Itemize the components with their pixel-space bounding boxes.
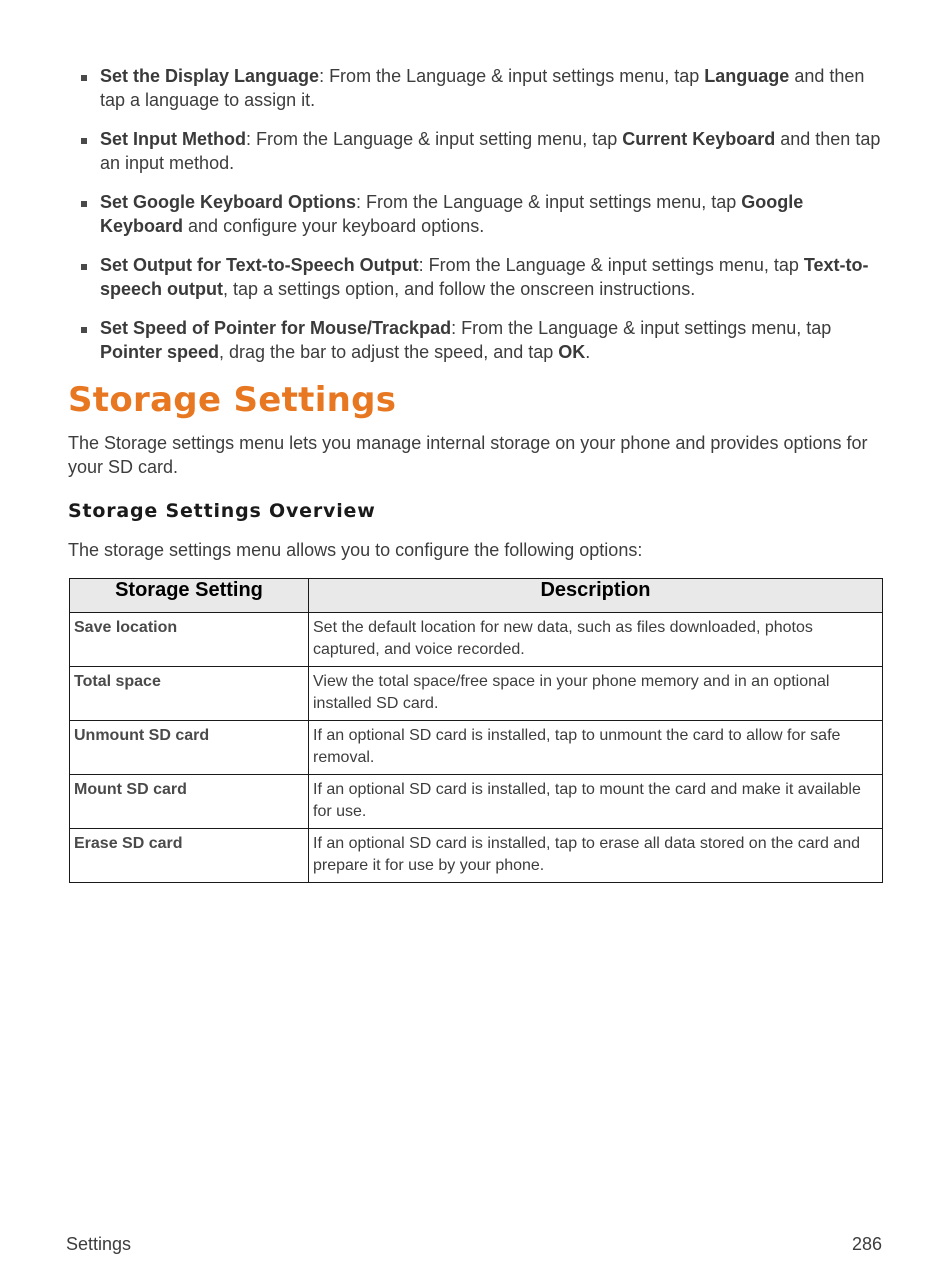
bullet-text-to-speech: Set Output for Text-to-Speech Output: From the Language & input settings menu, tap Text-to-speech output, tap a settings option, and follow the onscreen instructions. bbox=[78, 253, 888, 301]
table-row bbox=[70, 721, 883, 775]
bullet-square-icon bbox=[81, 264, 87, 270]
storage-settings-table bbox=[69, 578, 883, 883]
bullet-square-icon bbox=[81, 201, 87, 207]
header-storage-setting: Storage Setting bbox=[70, 579, 309, 613]
bullet-pointer-speed: Set Speed of Pointer for Mouse/Trackpad: From the Language & input settings menu, tap Pointer speed, drag the bar to adjust the speed, and tap OK. bbox=[78, 316, 888, 364]
setting-description: If an optional SD card is installed, tap to erase all data stored on the card and prepare it for use by your phone. bbox=[309, 829, 883, 883]
setting-name: Mount SD card bbox=[70, 775, 309, 829]
setting-name: Unmount SD card bbox=[70, 721, 309, 775]
setting-name: Total space bbox=[70, 667, 309, 721]
table-header-row bbox=[70, 579, 883, 613]
setting-description: If an optional SD card is installed, tap to mount the card and make it available for use. bbox=[309, 775, 883, 829]
section-intro: The Storage settings menu lets you manage internal storage on your phone and provides options for your SD card. bbox=[68, 433, 868, 477]
bullet-square-icon bbox=[81, 75, 87, 81]
subsection-title: Storage Settings Overview bbox=[68, 500, 376, 522]
setting-description: If an optional SD card is installed, tap to unmount the card to allow for safe removal. bbox=[309, 721, 883, 775]
table-row bbox=[70, 667, 883, 721]
settings-bullet-list bbox=[78, 64, 888, 379]
setting-name: Save location bbox=[70, 613, 309, 667]
header-description: Description bbox=[309, 579, 883, 613]
table-row bbox=[70, 613, 883, 667]
bullet-google-keyboard: Set Google Keyboard Options: From the Language & input settings menu, tap Google Keyboard and configure your keyboard options. bbox=[78, 190, 888, 238]
section-title: Storage Settings bbox=[68, 380, 397, 420]
setting-description: Set the default location for new data, such as files downloaded, photos captured, and voice recorded. bbox=[309, 613, 883, 667]
setting-description: View the total space/free space in your phone memory and in an optional installed SD card. bbox=[309, 667, 883, 721]
table-row bbox=[70, 775, 883, 829]
setting-name: Erase SD card bbox=[70, 829, 309, 883]
footer-section-name: Settings bbox=[66, 1234, 132, 1254]
bullet-square-icon bbox=[81, 327, 87, 333]
bullet-input-method: Set Input Method: From the Language & input setting menu, tap Current Keyboard and then tap an input method. bbox=[78, 127, 888, 175]
bullet-square-icon bbox=[81, 138, 87, 144]
table-lead-text: The storage settings menu allows you to configure the following options: bbox=[68, 540, 643, 560]
bullet-display-language: Set the Display Language: From the Language & input settings menu, tap Language and then tap a language to assign it. bbox=[78, 64, 888, 112]
table-row bbox=[70, 829, 883, 883]
footer-page-number: 286 bbox=[851, 1234, 882, 1254]
